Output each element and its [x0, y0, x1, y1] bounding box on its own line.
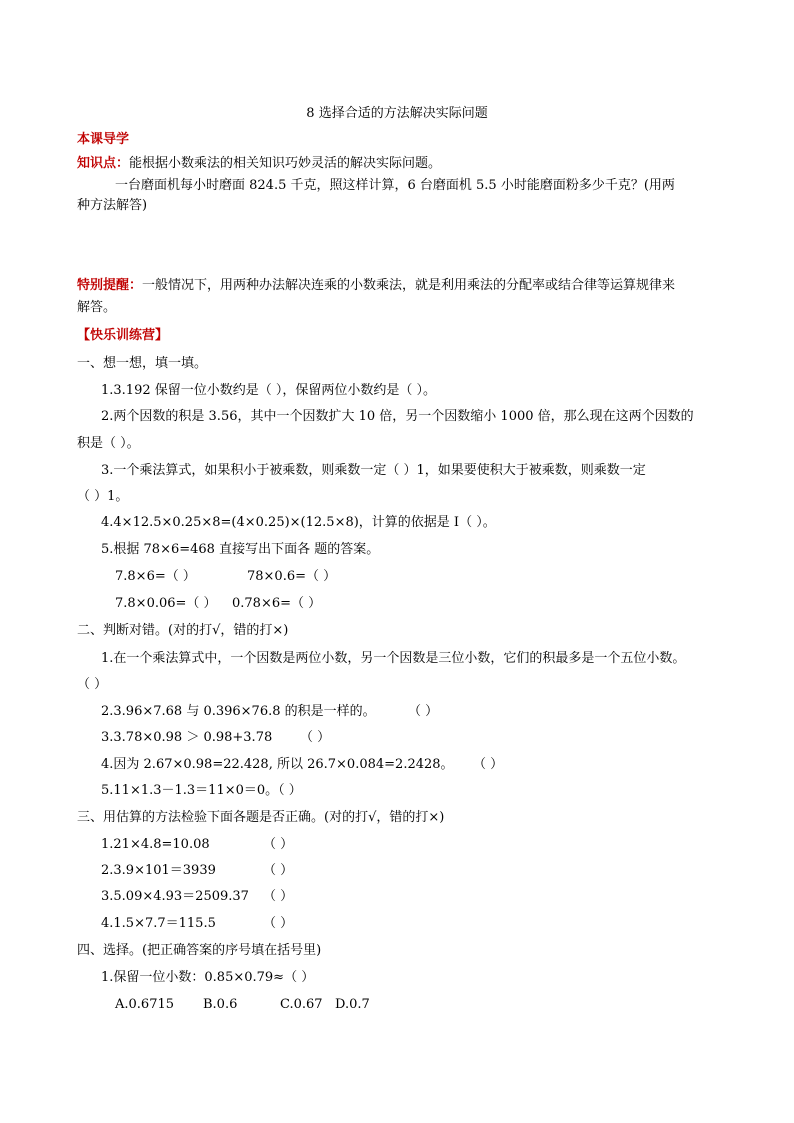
s1-question-3-line-2: （ ）1。 — [77, 489, 129, 504]
s4-option-b: B.0.6 — [203, 997, 238, 1012]
section-1-heading: 一、想一想，填一填。 — [77, 356, 208, 371]
section-3-heading: 三、用估算的方法检验下面各题是否正确。(对的打√，错的打×) — [77, 810, 445, 825]
s2-question-5: 5.11×1.3－1.3＝11×0＝0。（ ） — [101, 783, 302, 798]
knowledge-point-label: 知识点： — [77, 156, 130, 171]
s1-question-5c: 7.8×0.06=（ ） — [115, 596, 217, 611]
s4-option-c: C.0.67 — [280, 997, 323, 1012]
s2-question-2-paren: （ ） — [408, 704, 439, 719]
knowledge-point-text: 能根据小数乘法的相关知识巧妙灵活的解决实际问题。 — [129, 156, 442, 171]
practice-heading: 【快乐训练营】 — [77, 328, 169, 343]
s1-question-1: 1.3.192 保留一位小数约是（ ），保留两位小数约是（ ）。 — [101, 383, 437, 398]
s2-question-3-paren: （ ） — [300, 730, 331, 745]
s3-question-3: 3.5.09×4.93＝2509.37 — [101, 889, 249, 904]
example-problem-line-2: 种方法解答) — [77, 198, 148, 213]
knowledge-point — [77, 155, 441, 173]
s2-question-3: 3.3.78×0.98 ＞ 0.98+3.78 — [101, 730, 273, 745]
s1-question-5a: 7.8×6=（ ） — [115, 569, 196, 584]
s2-question-1-line-1: 1.在一个乘法算式中，一个因数是两位小数，另一个因数是三位小数，它们的积最多是一个五位小数。 — [101, 651, 686, 666]
s3-question-2-paren: （ ） — [263, 863, 294, 878]
special-tip-line-2: 解答。 — [77, 300, 117, 315]
s1-question-3-line-1: 3.一个乘法算式，如果积小于被乘数，则乘数一定（ ）1，如果要使积大于被乘数，则乘数一定 — [101, 463, 646, 478]
s3-question-1: 1.21×4.8=10.08 — [101, 837, 210, 852]
s4-question-1: 1.保留一位小数：0.85×0.79≈（ ） — [101, 970, 315, 985]
s2-question-2: 2.3.96×7.68 与 0.396×76.8 的积是一样的。 — [101, 704, 376, 719]
s4-option-d: D.0.7 — [335, 997, 370, 1012]
special-tip — [77, 277, 675, 295]
s1-question-5d: 0.78×6=（ ） — [232, 596, 322, 611]
s3-question-3-paren: （ ） — [263, 889, 294, 904]
example-problem-line-1: 一台磨面机每小时磨面 824.5 千克，照这样计算，6 台磨面机 5.5 小时能磨面粉多少千克？(用两 — [115, 178, 675, 193]
s4-option-a: A.0.6715 — [115, 997, 175, 1012]
s2-question-4: 4.因为 2.67×0.98=22.428, 所以 26.7×0.084=2.2428。 — [101, 757, 454, 772]
s3-question-1-paren: （ ） — [263, 837, 294, 852]
special-tip-label: 特别提醒： — [77, 278, 143, 293]
s1-question-2-line-2: 积是（ ）。 — [77, 436, 140, 451]
section-4-heading: 四、选择。(把正确答案的序号填在括号里) — [77, 943, 322, 958]
section-2-heading: 二、判断对错。(对的打√，错的打×) — [77, 623, 289, 638]
s1-question-2-line-1: 2.两个因数的积是 3.56，其中一个因数扩大 10 倍，另一个因数缩小 1000 倍，那么现在这两个因数的 — [101, 409, 694, 424]
page-title: 8 选择合适的方法解决实际问题 — [306, 106, 488, 121]
guide-heading: 本课导学 — [77, 132, 130, 147]
s3-question-4: 4.1.5×7.7＝115.5 — [101, 916, 216, 931]
s1-question-4: 4.4×12.5×0.25×8=(4×0.25)×(12.5×8)，计算的依据是 I（ ）。 — [101, 515, 496, 530]
s2-question-1-line-2: （ ） — [77, 677, 108, 692]
s3-question-2: 2.3.9×101＝3939 — [101, 863, 216, 878]
s3-question-4-paren: （ ） — [263, 916, 294, 931]
s1-question-5b: 78×0.6=（ ） — [247, 569, 337, 584]
special-tip-text: 一般情况下，用两种办法解决连乘的小数乘法，就是利用乘法的分配率或结合律等运算规律来 — [142, 278, 676, 293]
s1-question-5: 5.根据 78×6=468 直接写出下面各 题的答案。 — [101, 542, 380, 557]
s2-question-4-paren: （ ） — [473, 757, 504, 772]
